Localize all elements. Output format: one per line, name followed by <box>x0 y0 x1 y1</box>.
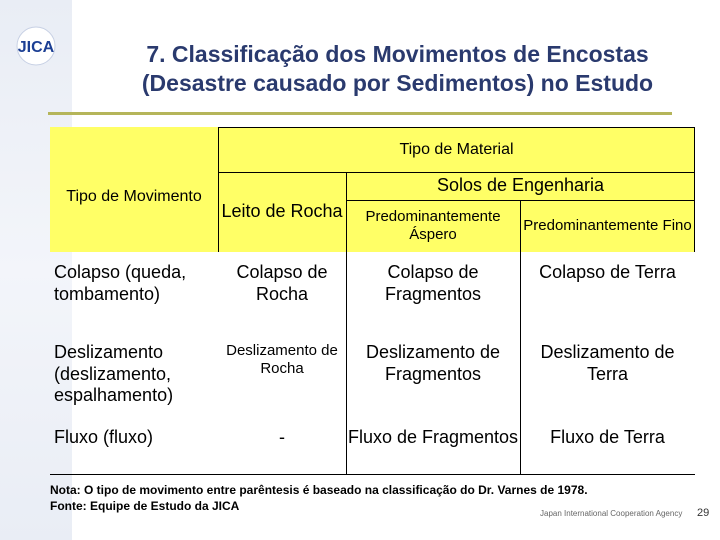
svg-text:JICA: JICA <box>17 39 55 56</box>
bedrock-cell-slide: Deslizamento de Rocha <box>226 342 338 377</box>
footnote-varnes: Nota: O tipo de movimento entre parêntesis é baseado na classificação do Dr. Varnes de 1978. <box>50 483 588 497</box>
material-header-divider <box>218 172 695 173</box>
header-divider-3 <box>520 200 521 252</box>
movement-cell-fall: Colapso (queda, tombamento) <box>54 262 187 304</box>
fine-cell-flow: Fluxo de Terra <box>550 427 665 447</box>
classification-table <box>50 127 695 475</box>
agency-footer: Japan International Cooperation Agency <box>540 509 683 518</box>
slide-title-line-2: (Desastre causado por Sedimentos) no Estudo <box>141 70 654 96</box>
body-divider-coarse <box>346 252 347 475</box>
header-divider-2 <box>346 172 347 252</box>
header-right-border <box>694 127 695 252</box>
bedrock-header: Leito de Rocha <box>221 201 343 222</box>
material-type-header: Tipo de Material <box>399 140 514 158</box>
coarse-cell-slide: Deslizamento de Fragmentos <box>365 342 501 384</box>
movement-cell-slide: Deslizamento (deslizamento, espalhamento) <box>54 342 174 406</box>
predominantly-coarse-header: Predominantemente Áspero <box>365 208 501 243</box>
predominantly-fine-header: Predominantemente Fino <box>523 217 692 234</box>
slide-title-line-1: 7. Classificação dos Movimentos de Encostas <box>146 41 649 67</box>
coarse-cell-fall: Colapso de Fragmentos <box>384 262 482 304</box>
footnote <box>50 482 588 514</box>
bedrock-cell-flow: - <box>279 427 285 447</box>
fine-cell-fall: Colapso de Terra <box>539 262 676 282</box>
coarse-cell-flow: Fluxo de Fragmentos <box>347 427 519 447</box>
table-bottom-border <box>50 474 695 475</box>
movement-type-header: Tipo de Movimento <box>66 188 202 206</box>
engineering-soils-header: Solos de Engenharia <box>436 175 605 196</box>
body-divider-fine <box>520 252 521 475</box>
fine-cell-slide: Deslizamento de Terra <box>540 342 675 384</box>
jica-logo <box>10 26 62 66</box>
title-underline <box>48 112 672 115</box>
movement-cell-flow: Fluxo (fluxo) <box>54 427 154 447</box>
bedrock-cell-fall: Colapso de Rocha <box>236 262 328 304</box>
slide-title <box>75 40 720 98</box>
header-divider-1 <box>218 127 219 252</box>
footnote-source: Fonte: Equipe de Estudo da JICA <box>50 499 240 513</box>
page-number: 29 <box>697 507 710 519</box>
table-top-border <box>218 127 695 128</box>
